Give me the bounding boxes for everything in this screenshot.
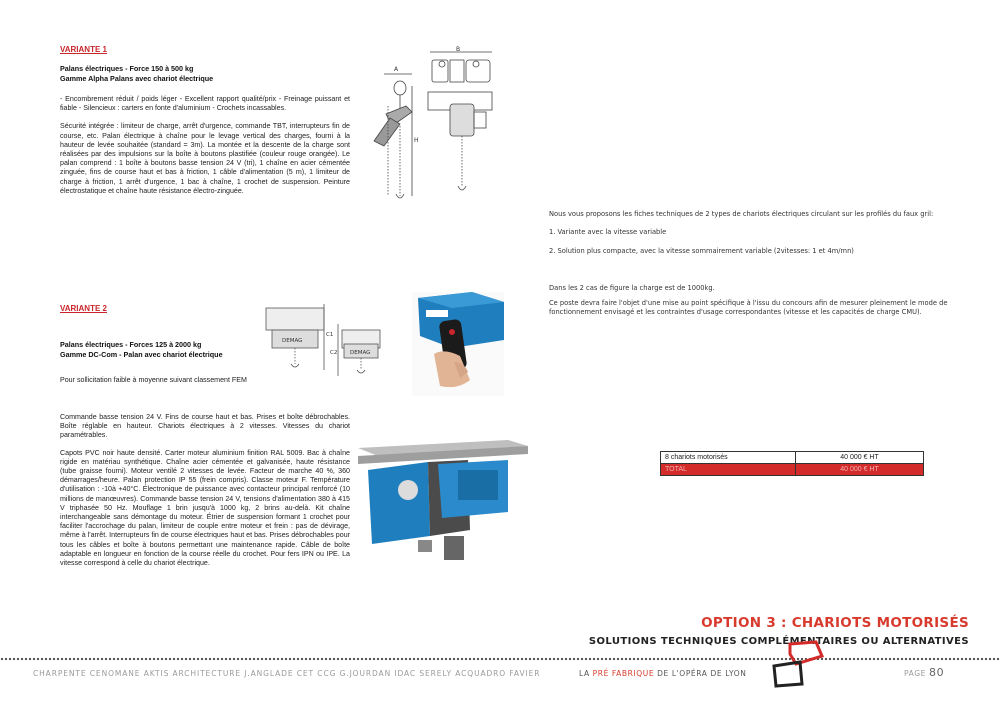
footer-project-highlight: PRÉ FABRIQUE <box>592 669 655 678</box>
pre-fabrique-logo <box>766 640 826 688</box>
right-column-charge: Dans les 2 cas de figure la charge est de 1000kg. <box>549 284 715 292</box>
demag-label-2: DEMAG <box>350 350 371 356</box>
footer-project <box>579 669 746 678</box>
dim-a-label: A <box>394 66 399 73</box>
footer-page-number: 80 <box>928 666 945 679</box>
price-table <box>660 451 924 476</box>
right-column-intro: Nous vous proposons les fiches techniques de 2 types de chariots électriques circulant sur les profilés du faux gril: <box>549 210 934 218</box>
variante1-subtitle-line1: Palans électriques - Force 150 à 500 kg <box>60 64 194 73</box>
option-subtitle: SOLUTIONS TECHNIQUES COMPLÉMENTAIRES OU ALTERNATIVES <box>588 636 969 647</box>
price-row <box>661 452 924 464</box>
price-total-label: TOTAL <box>661 464 796 476</box>
footer-page <box>904 666 944 679</box>
price-row-value: 40 000 € HT <box>796 452 924 464</box>
variante1-title: VARIANTE 1 <box>60 45 107 54</box>
price-row-label: 8 chariots motorisés <box>661 452 796 464</box>
footer-project-la: LA <box>579 669 593 678</box>
dotted-separator <box>0 657 1000 661</box>
variante1-body <box>60 95 350 196</box>
dim-h-label: H <box>414 137 419 144</box>
dim-c2-label: C2 <box>330 350 338 356</box>
right-column-item1: 1. Variante avec la vitesse variable <box>549 228 667 236</box>
price-total-row <box>661 464 924 476</box>
right-column-item2: 2. Solution plus compacte, avec la vitesse sommairement variable (2vitesses: 1 et 4m/mn) <box>549 247 854 255</box>
dc-com-technical-drawing <box>258 294 408 382</box>
option-title: OPTION 3 : CHARIOTS MOTORISÉS <box>701 615 969 631</box>
price-total-value: 40 000 € HT <box>796 464 924 476</box>
variante2-para2: Commande basse tension 24 V. Fins de course haut et bas. Prises et boîte débrochables. Boîte réglable en hauteur. Chariots électriques à 2 vitesses. Vitesses du chariot paramétrables. <box>60 413 350 440</box>
demag-label-1: DEMAG <box>282 338 303 344</box>
variante1-para2: Sécurité intégrée : limiteur de charge, arrêt d'urgence, commande TBT, interrupteurs fin de course, etc. Palan électrique à chaîne pour le levage vertical des charges, fourni à la hauteur de levée souhaitée (standard = 3m). La montée et la descente de la charge sont réalisées par des impulsions sur la boîte à boutons plastifiée (couleur rouge orangée). Le palan comprend : 1 boîte à boutons basse tension 24 V (tri), 1 chaîne en acier cémentée zinguée, fins de course haut et bas à friction, 1 câble d'alimentation (5 m), 1 limiteur de charge à friction, 1 arrêt d'urgence, 1 bac à chaîne, 1 crochet de suspension. Peinture électrostatique et chaîne haute résistance électro-zinguée. <box>60 122 350 195</box>
dim-c1-label: C1 <box>326 332 334 338</box>
variante2-title: VARIANTE 2 <box>60 304 107 313</box>
right-column-note: Ce poste devra faire l'objet d'une mise au point spécifique à l'issu du concours afin de mesurer pleinement le mode de fonctionnement envisagé et les contraintes d'usage correspondantes (vitesse et les capacités de charge CMU). <box>549 299 948 316</box>
footer-page-label: PAGE <box>904 669 929 678</box>
variante2-para3: Capots PVC noir haute densité. Carter moteur aluminium finition RAL 5009. Bac à chaîne rigide en matériau synthétique. Chaîne acier cémentée et galvanisée, haute résistance (tube graisse fourni). Moteur ventilé 2 vitesses de levée. Facteur de marche 40 %, 360 démarrages/heure. Palan protection IP 55 (frein compris). Classe moteur F. Température d'utilisation : -10à +40°C. Électronique de puissance avec contacteur principal renforcé (10 millions de manœuvres). Commande basse tension 24 V, tensions d'alimentation 380 à 415 V triphasée 50 Hz. Mouflage 1 brin jusqu'à 1000 kg, 2 brins au-delà. Kit chaîne interchangeable sans démontage du moteur. Étrier de suspension formant 1 crochet pour faciliter l'accrochage du palan, limiteur de couple entre moteur et frein : pas de dévirage, même à l'arrêt. Interrupteurs fin de course électriques haut et bas. Prises débrochables pour tous les câbles et boîte à boutons permettant une maintenance rapide. Câble de boîte adaptable en longueur en fonction de la course réelle du crochet. Pour fers IPN ou IPE. La vitesse correspond à celle du chariot électrique. <box>60 448 350 568</box>
variante2-subtitle-line2: Gamme DC-Com - Palan avec chariot électrique <box>60 349 223 359</box>
variante2-subtitle-line1: Palans électriques - Forces 125 à 2000 kg <box>60 340 202 349</box>
pendant-control-photo <box>412 292 504 396</box>
footer-partners: CHARPENTE CENOMANE AKTIS ARCHITECTURE J.ANGLADE CET CCG G.JOURDAN IDAC SERELY ACQUADRO FAVIER <box>33 669 541 678</box>
blue-trolley-photo <box>358 440 528 570</box>
variante1-para1: - Encombrement réduit / poids léger - Excellent rapport qualité/prix - Freinage puissant et fiable - Silencieux : carters en fonte d'aluminium - Crochets incassables. <box>60 95 350 113</box>
dim-b-label: B <box>456 46 461 53</box>
variante1-subtitle-line2: Gamme Alpha Palans avec chariot électrique <box>60 73 214 83</box>
variante2-body <box>60 413 350 568</box>
variante1-subtitle <box>60 64 360 83</box>
variante2-para1: Pour sollicitation faible à moyenne suivant classement FEM <box>60 376 247 384</box>
footer-project-rest: DE L'OPÉRA DE LYON <box>654 669 747 678</box>
hoist-technical-drawing <box>366 46 496 206</box>
